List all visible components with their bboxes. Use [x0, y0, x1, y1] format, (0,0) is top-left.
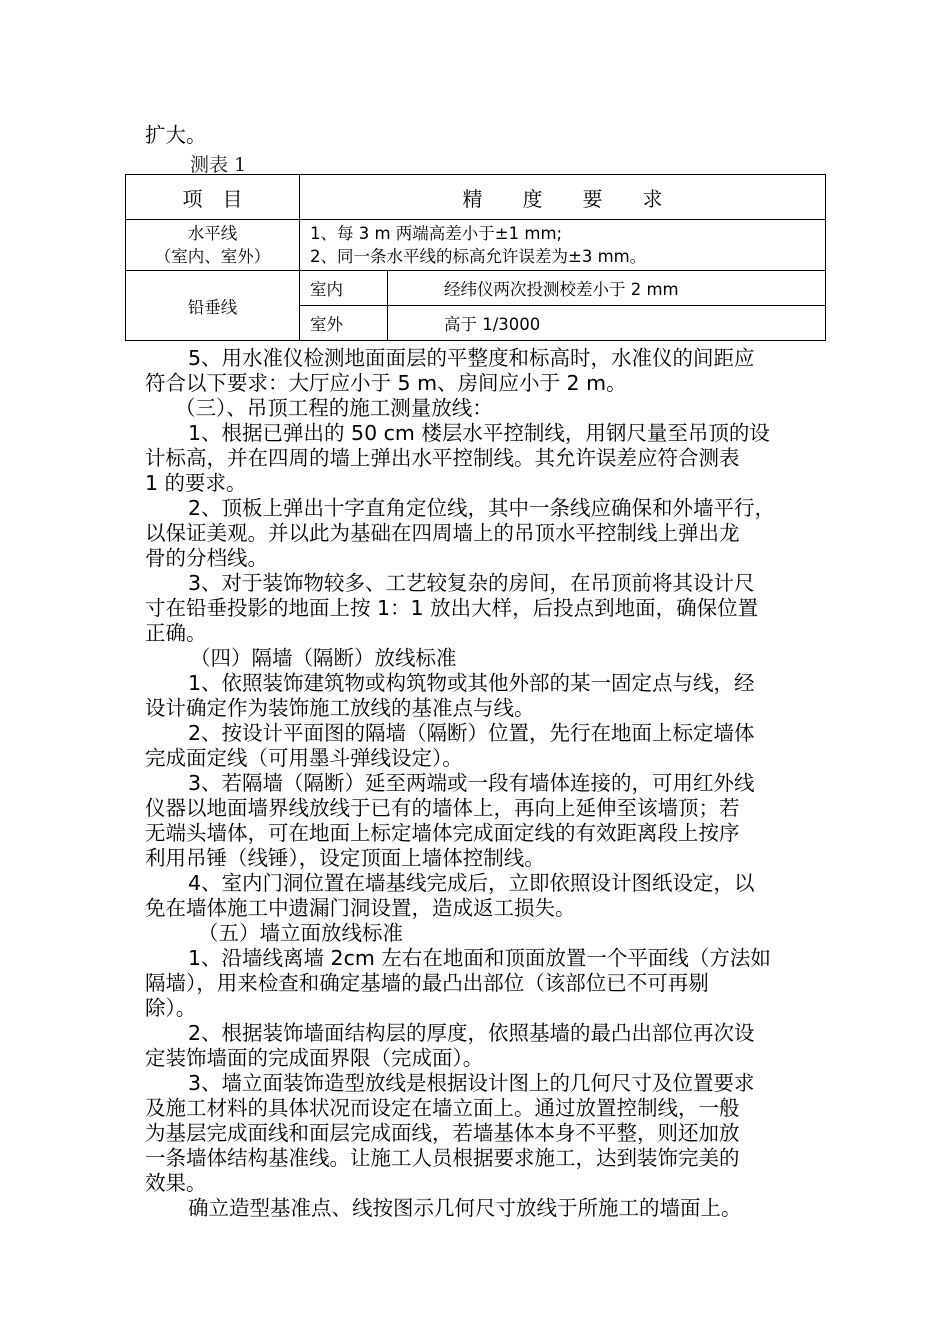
paragraph-line: 利用吊锤（线锤），设定顶面上墙体控制线。 — [145, 846, 545, 870]
table-row — [126, 220, 826, 271]
item-label: 水平线 — [187, 224, 238, 243]
paragraph-line: 为基层完成面线和面层完成面线，若墙基体本身不平整，则还加放 — [145, 1121, 740, 1145]
paragraph-line: 寸在铅垂投影的地面上按 1：1 放出大样，后投点到地面，确保位置 — [145, 596, 759, 620]
requirement-line: 2、同一条水平线的标高允许误差为±3 mm。 — [310, 247, 647, 266]
paragraph-line: 设计确定作为装饰施工放线的基准点与线。 — [145, 696, 535, 720]
paragraph-line: 3、墙立面装饰造型放线是根据设计图上的几何尺寸及位置要求 — [188, 1071, 755, 1095]
paragraph-line: 1、依照装饰建筑物或构筑物或其他外部的某一固定点与线，经 — [188, 671, 755, 695]
paragraph-line: 1 的要求。 — [145, 471, 247, 495]
paragraph-line: 计标高，并在四周的墙上弹出水平控制线。其允许误差应符合测表 — [145, 446, 740, 470]
header-requirement: 精 度 要 求 — [300, 175, 826, 220]
intro-text: 扩大。 — [145, 123, 207, 147]
paragraph-line: 1、根据已弹出的 50 cm 楼层水平控制线，用钢尺量至吊顶的设 — [188, 421, 770, 445]
paragraph-line: 5、用水准仪检测地面面层的平整度和标高时，水准仪的间距应 — [188, 346, 755, 370]
place-indoor: 室内 — [300, 271, 388, 306]
section-heading-3: （三）、吊顶工程的施工测量放线： — [175, 396, 493, 420]
paragraph-line: 效果。 — [145, 1171, 207, 1195]
paragraph-line: 以保证美观。并以此为基础在四周墙上的吊顶水平控制线上弹出龙 — [145, 521, 740, 545]
table-row — [126, 271, 826, 306]
header-item: 项 目 — [126, 175, 300, 220]
section-heading-5: （五）墙立面放线标准 — [198, 921, 403, 945]
table-header-row — [126, 175, 826, 220]
section-heading-4: （四）隔墙（隔断）放线标准 — [190, 646, 457, 670]
paragraph-line: 完成面定线（可用墨斗弹线设定）。 — [145, 746, 463, 770]
paragraph-line: 2、根据装饰墙面结构层的厚度，依照基墙的最凸出部位再次设 — [188, 1021, 755, 1045]
paragraph-line: 正确。 — [145, 621, 207, 645]
place-outdoor: 室外 — [300, 306, 388, 341]
paragraph-line: 4、室内门洞位置在墙基线完成后，立即依照设计图纸设定，以 — [188, 871, 755, 895]
paragraph-line: 及施工材料的具体状况而设定在墙立面上。通过放置控制线，一般 — [145, 1096, 740, 1120]
requirement-line: 1、每 3 m 两端高差小于±1 mm; — [310, 224, 563, 243]
item-horizontal-line — [126, 220, 300, 271]
paragraph-line: 1、沿墙线离墙 2cm 左右在地面和顶面放置一个平面线（方法如 — [188, 946, 771, 970]
item-plumb-line: 铅垂线 — [126, 271, 300, 341]
precision-table — [125, 174, 826, 341]
paragraph-line: 仪器以地面墙界线放线于已有的墙体上，再向上延伸至该墙顶；若 — [145, 796, 740, 820]
item-sublabel: （室内、室外） — [154, 247, 271, 266]
requirement-indoor: 经纬仪两次投测校差小于 2 mm — [388, 271, 826, 306]
requirement-horizontal-line — [300, 220, 826, 271]
paragraph-line: 2、顶板上弹出十字直角定位线，其中一条线应确保和外墙平行， — [188, 496, 776, 520]
table-caption: 测表 1 — [190, 154, 247, 176]
paragraph-line: 确立造型基准点、线按图示几何尺寸放线于所施工的墙面上。 — [188, 1196, 742, 1220]
paragraph-line: 符合以下要求：大厅应小于 5 m、房间应小于 2 m。 — [145, 371, 627, 395]
requirement-outdoor: 高于 1/3000 — [388, 306, 826, 341]
paragraph-line: 除）。 — [145, 996, 197, 1020]
paragraph-line: 无端头墙体，可在地面上标定墙体完成面定线的有效距离段上按序 — [145, 821, 740, 845]
paragraph-line: 3、对于装饰物较多、工艺较复杂的房间，在吊顶前将其设计尺 — [188, 571, 755, 595]
paragraph-line: 2、按设计平面图的隔墙（隔断）位置，先行在地面上标定墙体 — [188, 721, 755, 745]
paragraph-line: 骨的分档线。 — [145, 546, 268, 570]
paragraph-line: 定装饰墙面的完成面界限（完成面）。 — [145, 1046, 484, 1070]
paragraph-line: 隔墙），用来检查和确定基墙的最凸出部位（该部位已不可再剔 — [145, 971, 709, 995]
paragraph-line: 免在墙体施工中遗漏门洞设置，造成返工损失。 — [145, 896, 576, 920]
paragraph-line: 一条墙体结构基准线。让施工人员根据要求施工，达到装饰完美的 — [145, 1146, 740, 1170]
paragraph-line: 3、若隔墙（隔断）延至两端或一段有墙体连接的，可用红外线 — [188, 771, 755, 795]
